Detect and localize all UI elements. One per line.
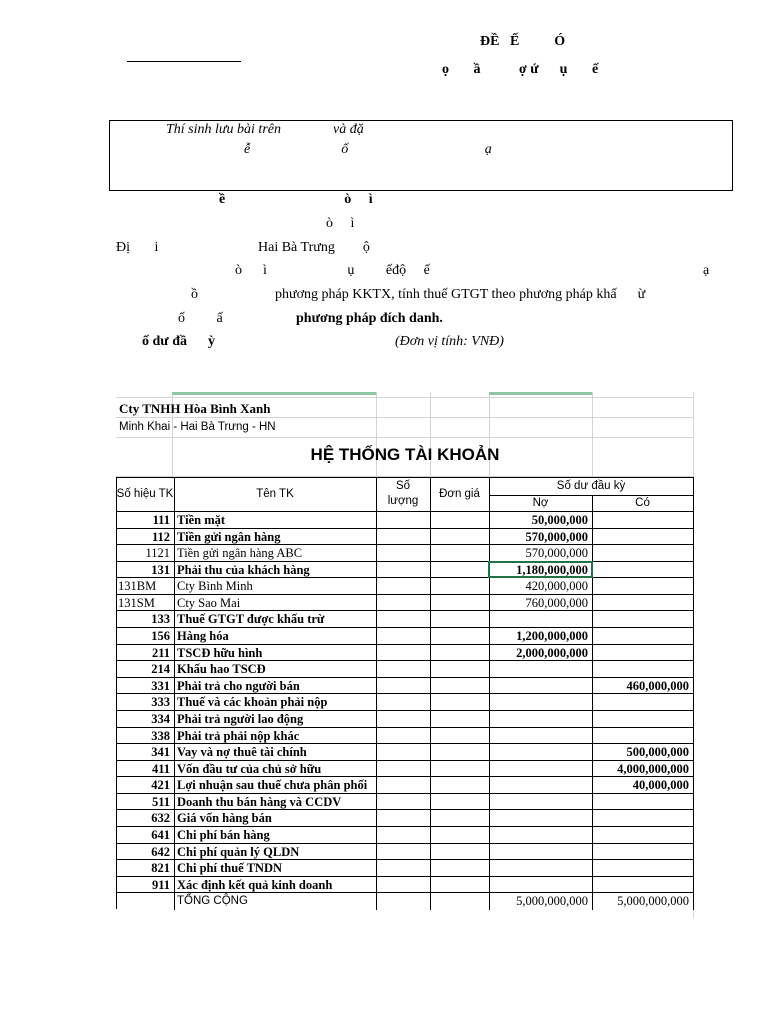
- row-code: 421: [151, 778, 170, 793]
- row-code: 131BM: [118, 579, 157, 594]
- row-name: Xác định kết quả kinh doanh: [177, 877, 333, 892]
- row-code: 131: [151, 562, 170, 577]
- col-header-code: Số hiệu TK: [116, 488, 174, 500]
- row-name: Lợi nhuận sau thuế chưa phân phối: [177, 778, 368, 793]
- row-debit: 570,000,000: [525, 529, 588, 544]
- row-code: 133: [151, 612, 170, 627]
- row-code: 821: [151, 861, 170, 876]
- row-credit: 500,000,000: [626, 745, 689, 760]
- company-address: Minh Khai - Hai Bà Trưng - HN: [119, 421, 276, 433]
- row-name: Hàng hóa: [177, 629, 229, 644]
- grid-line: [116, 437, 694, 438]
- notice-italic: Thí sinh lưu bài trên: [166, 122, 281, 137]
- row-name: Vốn đầu tư của chủ sở hữu: [177, 761, 322, 776]
- row-code: 642: [151, 844, 170, 859]
- row-debit: 2,000,000,000: [516, 645, 588, 660]
- row-debit: 760,000,000: [525, 595, 588, 610]
- col-header-name: Tên TK: [256, 488, 294, 500]
- body-line-4b: ạ: [703, 263, 710, 278]
- row-code: 341: [151, 745, 170, 760]
- account-system-sheet: [116, 392, 694, 918]
- row-debit: 420,000,000: [525, 579, 588, 594]
- sheet-title: HỆ THỐNG TÀI KHOẢN: [310, 445, 500, 464]
- row-debit: 570,000,000: [525, 546, 588, 561]
- row-name: Khấu hao TSCĐ: [177, 662, 266, 677]
- row-code: 331: [151, 678, 170, 693]
- row-debit: 50,000,000: [531, 513, 588, 527]
- notice-line-2: ễ ố ạ: [244, 142, 492, 157]
- total-label: TỔNG CỘNG: [177, 895, 248, 908]
- col-header-price: Đơn giá: [439, 488, 480, 500]
- row-debit: 1,180,000,000: [516, 562, 588, 577]
- header-underline: [127, 61, 241, 62]
- row-code: 411: [151, 761, 170, 776]
- notice-line-1: [166, 122, 364, 138]
- active-cell-highlight: [488, 561, 593, 579]
- row-code: 1121: [145, 546, 170, 561]
- body-line-3a: Đị i: [116, 240, 159, 255]
- selected-column-marker: [172, 392, 376, 395]
- row-code: 111: [152, 513, 170, 527]
- body-line-4a: ò ì ụ ếđộ ế: [235, 263, 430, 278]
- row-name: Cty Bình Minh: [177, 579, 253, 594]
- body-line-7b: (Đơn vị tính: VNĐ): [395, 334, 504, 349]
- row-credit: 4,000,000,000: [617, 761, 689, 776]
- row-name: Thuế và các khoản phải nộp: [177, 695, 328, 710]
- row-name: Phải trả cho người bán: [177, 678, 300, 693]
- row-name: Tiền mặt: [177, 513, 226, 527]
- row-code: 334: [151, 711, 170, 726]
- body-line-3b: Hai Bà Trưng ộ: [258, 240, 370, 255]
- company-name: Cty TNHH Hòa Bình Xanh: [119, 401, 271, 416]
- row-name: TSCĐ hữu hình: [177, 645, 263, 660]
- total-credit: 5,000,000,000: [617, 894, 689, 909]
- grid-line: [116, 397, 694, 398]
- body-line-5a: ồ: [191, 287, 198, 302]
- body-line-6a: ố ấ: [178, 311, 223, 326]
- col-header-qty: Số lượng: [387, 480, 419, 507]
- col-header-opening: Số dư đầu kỳ: [556, 480, 626, 492]
- row-name: Phải trả người lao động: [177, 711, 304, 726]
- body-line-1: ề ò ì: [219, 192, 373, 207]
- row-name: Doanh thu bán hàng và CCDV: [177, 794, 342, 809]
- selected-column-marker: [489, 392, 592, 395]
- row-code: 131SM: [118, 595, 155, 610]
- row-code: 211: [151, 645, 170, 660]
- row-code: 214: [151, 662, 170, 677]
- row-credit: 40,000,000: [632, 778, 689, 793]
- body-line-6b: phương pháp đích danh.: [296, 311, 443, 326]
- row-code: 641: [151, 828, 170, 843]
- body-line-7a: ố dư đầ ỳ: [142, 334, 215, 349]
- row-name: Tiền gửi ngân hàng: [177, 529, 281, 544]
- body-line-5b: phương pháp KKTX, tính thuế GTGT theo phương pháp khấ ừ: [275, 287, 646, 302]
- row-name: Phải trả phải nộp khác: [177, 728, 300, 743]
- row-name: Tiền gửi ngân hàng ABC: [177, 546, 303, 561]
- row-name: Giá vốn hàng bán: [177, 811, 272, 826]
- col-header-credit: Có: [635, 497, 650, 509]
- row-debit: 1,200,000,000: [516, 629, 588, 644]
- row-name: Chi phí bán hàng: [177, 828, 270, 843]
- col-header-debit: Nợ: [532, 497, 549, 509]
- row-code: 333: [151, 695, 170, 710]
- row-credit: 460,000,000: [626, 678, 689, 693]
- row-name: Cty Sao Mai: [177, 595, 241, 610]
- exam-title-fragment: ĐỀ Ế Ó: [480, 34, 566, 49]
- row-name: Chi phí thuế TNDN: [177, 861, 283, 876]
- notice-rest: và đặ: [332, 122, 364, 137]
- row-name: Vay và nợ thuê tài chính: [177, 745, 307, 760]
- grid-line: [116, 417, 694, 418]
- row-name: Chi phí quản lý QLDN: [177, 844, 300, 859]
- row-name: Thuế GTGT được khấu trừ: [177, 612, 325, 627]
- row-name: Phải thu của khách hàng: [177, 562, 310, 577]
- row-code: 632: [151, 811, 170, 826]
- row-code: 338: [151, 728, 170, 743]
- body-line-2: ò ì: [326, 216, 355, 231]
- total-debit: 5,000,000,000: [516, 894, 588, 909]
- row-code: 511: [151, 794, 170, 809]
- row-code: 156: [151, 629, 170, 644]
- exam-subtitle-fragment: ọ ầ ợ ứ ụ ế: [442, 62, 599, 77]
- row-code: 911: [151, 877, 170, 892]
- row-code: 112: [151, 529, 170, 544]
